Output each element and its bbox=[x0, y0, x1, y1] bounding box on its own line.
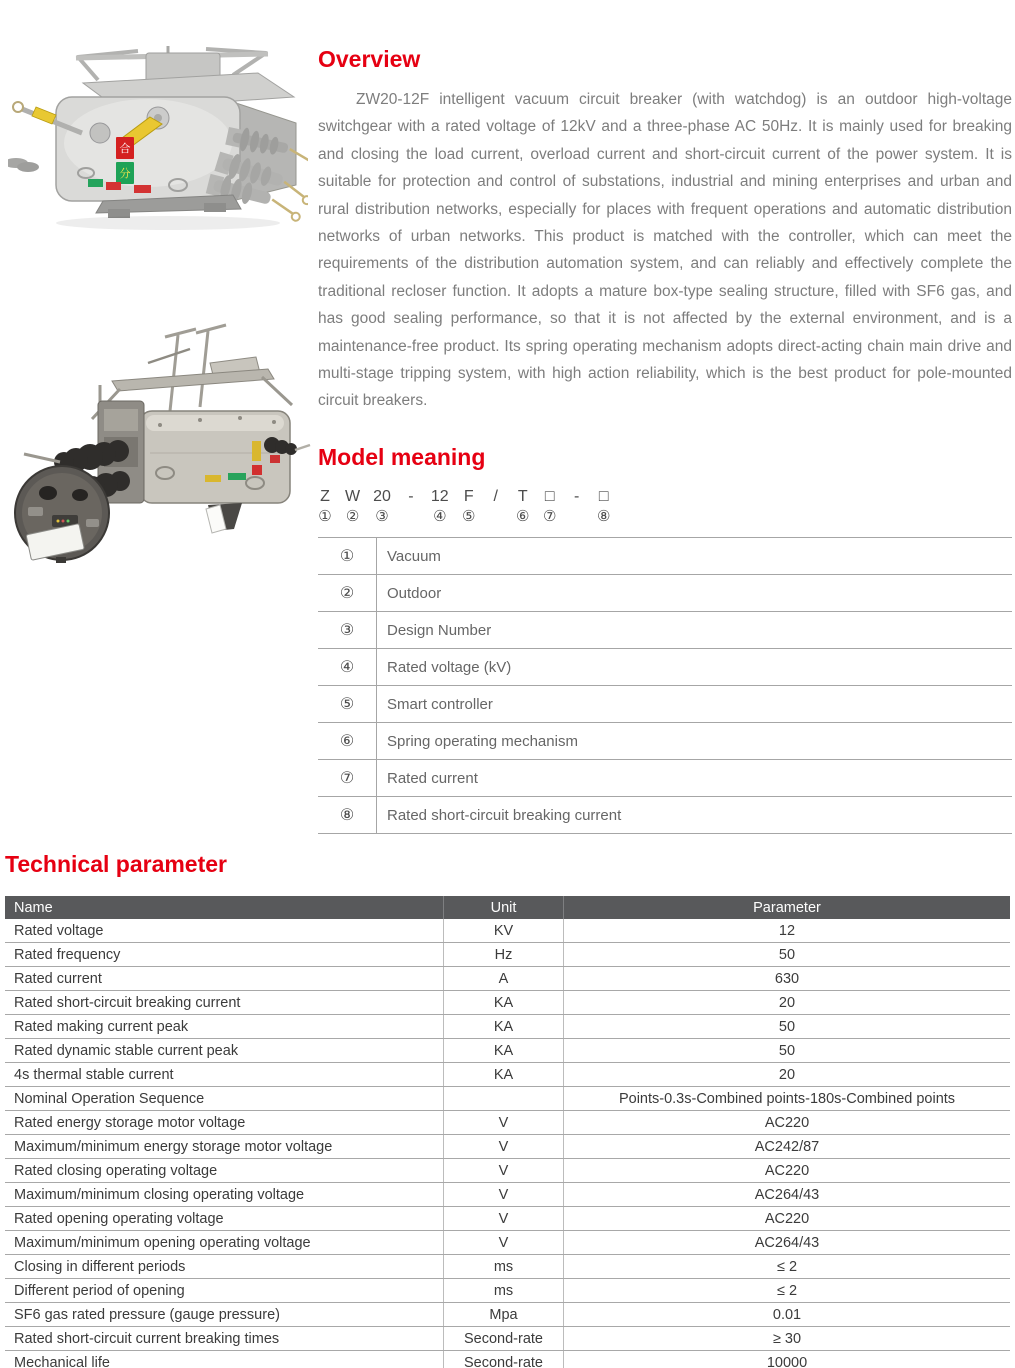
technical-parameter-title: Technical parameter bbox=[5, 851, 228, 877]
param-value-cell: AC220 bbox=[564, 1207, 1011, 1231]
param-unit-cell: KA bbox=[444, 991, 564, 1015]
model-row-number: ② bbox=[318, 575, 377, 612]
param-unit-cell: Second-rate bbox=[444, 1351, 564, 1368]
model-table-row bbox=[318, 649, 1012, 686]
param-name-cell: Rated current bbox=[5, 967, 444, 991]
model-code-token bbox=[345, 487, 360, 526]
model-code-char: F bbox=[463, 488, 474, 505]
param-value-cell: AC264/43 bbox=[564, 1231, 1011, 1255]
technical-parameter-table bbox=[5, 896, 1010, 1368]
model-code-char: 12 bbox=[430, 488, 449, 505]
param-name-cell: Rated opening operating voltage bbox=[5, 1207, 444, 1231]
open-label bbox=[116, 162, 134, 184]
model-row-label: Outdoor bbox=[387, 584, 442, 602]
model-row-label: Rated voltage (kV) bbox=[387, 658, 512, 676]
technical-parameter-section bbox=[5, 851, 1010, 1368]
model-row-number: ⑥ bbox=[318, 723, 377, 760]
param-value-cell: Points-0.3s-Combined points-180s-Combined points bbox=[564, 1087, 1011, 1111]
param-unit-cell: V bbox=[444, 1135, 564, 1159]
table-row bbox=[5, 1231, 1010, 1255]
model-code-circled-number: ⑦ bbox=[542, 508, 557, 525]
param-name-cell: Rated making current peak bbox=[5, 1015, 444, 1039]
param-unit-cell: V bbox=[444, 1159, 564, 1183]
param-value-cell: 20 bbox=[564, 991, 1011, 1015]
model-code-token bbox=[404, 487, 418, 526]
model-table-row bbox=[318, 723, 1012, 760]
table-row bbox=[5, 1087, 1010, 1111]
model-code-char: - bbox=[408, 488, 414, 505]
model-row-number: ⑦ bbox=[318, 760, 377, 797]
model-code-char: / bbox=[493, 488, 498, 505]
param-value-cell: 0.01 bbox=[564, 1303, 1011, 1327]
table-row bbox=[5, 1303, 1010, 1327]
model-code-circled-number: ⑤ bbox=[461, 508, 476, 525]
smart-controller-unit bbox=[15, 466, 109, 563]
technical-table-body bbox=[5, 919, 1010, 1368]
model-code-circled-number: ④ bbox=[433, 508, 447, 525]
param-name-cell: Maximum/minimum energy storage motor voltage bbox=[5, 1135, 444, 1159]
param-value-cell: AC264/43 bbox=[564, 1183, 1011, 1207]
model-code-token bbox=[462, 487, 476, 526]
param-name-cell: Mechanical life bbox=[5, 1351, 444, 1368]
param-name-cell: Rated short-circuit current breaking times bbox=[5, 1327, 444, 1351]
param-unit-cell: KA bbox=[444, 1015, 564, 1039]
param-value-cell: AC220 bbox=[564, 1159, 1011, 1183]
model-row-number: ④ bbox=[318, 649, 377, 686]
param-value-cell: ≤ 2 bbox=[564, 1279, 1011, 1303]
param-name-cell: Nominal Operation Sequence bbox=[5, 1087, 444, 1111]
overview-paragraph: ZW20-12F intelligent vacuum circuit breaker (with watchdog) is an outdoor high-voltage switchgear with a rated voltage of 12kV and a three-phase AC 50Hz. It is mainly used for breaking and closing the load current, overload current and short-circuit current of the power system. It is suitable for protection and control of substations, industrial and mining enterprises and urban and rural distribution networks, especially for places with frequent operations and automatic distribution networks of urban networks. This product is matched with the controller, which can meet the requirements of the distribution automation system, and can reliably and effectively complete the traditional recloser function. It adopts a mature box-type sealing structure, filled with SF6 gas, and has good sealing performance, so that it is not affected by the external environment, and is a maintenance-free product. Its spring operating mechanism adopts direct-acting chain main drive and multi-stage tripping system, with high action reliability, which is the best product for pole-mounted circuit breakers. bbox=[318, 91, 1012, 410]
param-unit-cell: KA bbox=[444, 1039, 564, 1063]
param-unit-cell: KV bbox=[444, 919, 564, 943]
model-row-number: ⑤ bbox=[318, 686, 377, 723]
param-value-cell: 10000 bbox=[564, 1351, 1011, 1368]
table-row bbox=[5, 1159, 1010, 1183]
table-row bbox=[5, 1327, 1010, 1351]
param-value-cell: AC242/87 bbox=[564, 1135, 1011, 1159]
model-row-label: Rated current bbox=[387, 769, 478, 787]
technical-table-head bbox=[5, 896, 1010, 919]
model-row-label: Spring operating mechanism bbox=[387, 732, 578, 750]
model-code-char: T bbox=[517, 488, 528, 505]
model-code-char: □ bbox=[598, 488, 609, 505]
param-unit-cell: A bbox=[444, 967, 564, 991]
model-table-row bbox=[318, 575, 1012, 612]
param-name-cell: Rated energy storage motor voltage bbox=[5, 1111, 444, 1135]
param-value-cell: 50 bbox=[564, 1015, 1011, 1039]
column-header-name: Name bbox=[5, 896, 444, 919]
model-table-body bbox=[318, 538, 1012, 834]
svg-text:分: 分 bbox=[119, 168, 131, 180]
model-code-char: - bbox=[574, 488, 580, 505]
table-row bbox=[5, 991, 1010, 1015]
model-code-token bbox=[318, 487, 332, 526]
param-unit-cell: Mpa bbox=[444, 1303, 564, 1327]
table-row bbox=[5, 1063, 1010, 1087]
model-code-token bbox=[516, 487, 530, 526]
overview-title: Overview bbox=[318, 46, 421, 72]
svg-text:合: 合 bbox=[119, 143, 131, 155]
param-value-cell: 50 bbox=[564, 1039, 1011, 1063]
table-row bbox=[5, 943, 1010, 967]
model-table-row bbox=[318, 797, 1012, 834]
param-value-cell: 20 bbox=[564, 1063, 1011, 1087]
param-unit-cell: ms bbox=[444, 1255, 564, 1279]
model-code-char: □ bbox=[544, 488, 555, 505]
model-code-row bbox=[318, 487, 1012, 526]
param-name-cell: Rated voltage bbox=[5, 919, 444, 943]
model-row-number: ① bbox=[318, 538, 377, 575]
param-unit-cell bbox=[444, 1087, 564, 1111]
model-code-circled-number: ③ bbox=[375, 508, 389, 525]
model-meaning-section bbox=[318, 444, 1012, 834]
table-row bbox=[5, 1039, 1010, 1063]
param-unit-cell: V bbox=[444, 1111, 564, 1135]
param-name-cell: Different period of opening bbox=[5, 1279, 444, 1303]
table-row bbox=[5, 1015, 1010, 1039]
column-header-unit: Unit bbox=[444, 896, 564, 919]
header-row bbox=[5, 896, 1010, 919]
model-code-token bbox=[373, 487, 391, 526]
model-row-number: ⑧ bbox=[318, 797, 377, 834]
table-row bbox=[5, 1111, 1010, 1135]
model-row-label: Vacuum bbox=[387, 547, 441, 565]
param-name-cell: Maximum/minimum closing operating voltage bbox=[5, 1183, 444, 1207]
table-row bbox=[5, 1351, 1010, 1368]
table-row bbox=[5, 967, 1010, 991]
table-row bbox=[5, 1183, 1010, 1207]
model-row-label: Design Number bbox=[387, 621, 492, 639]
model-code-circled-number: ② bbox=[345, 508, 360, 525]
model-code-token bbox=[543, 487, 557, 526]
model-meaning-title: Model meaning bbox=[318, 444, 486, 470]
param-unit-cell: V bbox=[444, 1231, 564, 1255]
param-value-cell: 630 bbox=[564, 967, 1011, 991]
param-name-cell: 4s thermal stable current bbox=[5, 1063, 444, 1087]
table-row bbox=[5, 1207, 1010, 1231]
model-code-circled-number: ⑥ bbox=[515, 508, 530, 525]
param-name-cell: Closing in different periods bbox=[5, 1255, 444, 1279]
model-code-char: W bbox=[345, 488, 361, 505]
model-table-row bbox=[318, 686, 1012, 723]
table-row bbox=[5, 1135, 1010, 1159]
param-value-cell: AC220 bbox=[564, 1111, 1011, 1135]
table-row bbox=[5, 919, 1010, 943]
param-unit-cell: KA bbox=[444, 1063, 564, 1087]
param-name-cell: Rated short-circuit breaking current bbox=[5, 991, 444, 1015]
param-name-cell: Rated frequency bbox=[5, 943, 444, 967]
param-unit-cell: Second-rate bbox=[444, 1327, 564, 1351]
param-name-cell: Maximum/minimum opening operating voltage bbox=[5, 1231, 444, 1255]
model-row-label: Smart controller bbox=[387, 695, 493, 713]
model-code-token bbox=[570, 487, 584, 526]
model-code-circled-number: ① bbox=[318, 508, 332, 525]
close-label bbox=[116, 137, 134, 159]
model-table-row bbox=[318, 612, 1012, 649]
table-row bbox=[5, 1255, 1010, 1279]
param-name-cell: Rated closing operating voltage bbox=[5, 1159, 444, 1183]
column-header-parameter: Parameter bbox=[564, 896, 1011, 919]
model-code-char: 20 bbox=[373, 488, 391, 505]
product-photo-2 bbox=[0, 323, 312, 563]
param-unit-cell: V bbox=[444, 1183, 564, 1207]
model-table-row bbox=[318, 538, 1012, 575]
model-code-char: Z bbox=[320, 488, 330, 505]
param-value-cell: 12 bbox=[564, 919, 1011, 943]
product-photo-1 bbox=[8, 45, 308, 237]
param-name-cell: Rated dynamic stable current peak bbox=[5, 1039, 444, 1063]
model-meaning-table bbox=[318, 537, 1012, 834]
param-value-cell: 50 bbox=[564, 943, 1011, 967]
param-unit-cell: Hz bbox=[444, 943, 564, 967]
overview-section bbox=[318, 46, 1012, 415]
param-value-cell: ≥ 30 bbox=[564, 1327, 1011, 1351]
model-code-token bbox=[489, 487, 503, 526]
model-row-label: Rated short-circuit breaking current bbox=[387, 806, 622, 824]
param-unit-cell: V bbox=[444, 1207, 564, 1231]
param-name-cell: SF6 gas rated pressure (gauge pressure) bbox=[5, 1303, 444, 1327]
model-code-token bbox=[431, 487, 449, 526]
model-row-number: ③ bbox=[318, 612, 377, 649]
param-value-cell: ≤ 2 bbox=[564, 1255, 1011, 1279]
model-table-row bbox=[318, 760, 1012, 797]
table-row bbox=[5, 1279, 1010, 1303]
model-code-token bbox=[597, 487, 611, 526]
model-code-circled-number: ⑧ bbox=[596, 508, 611, 525]
param-unit-cell: ms bbox=[444, 1279, 564, 1303]
